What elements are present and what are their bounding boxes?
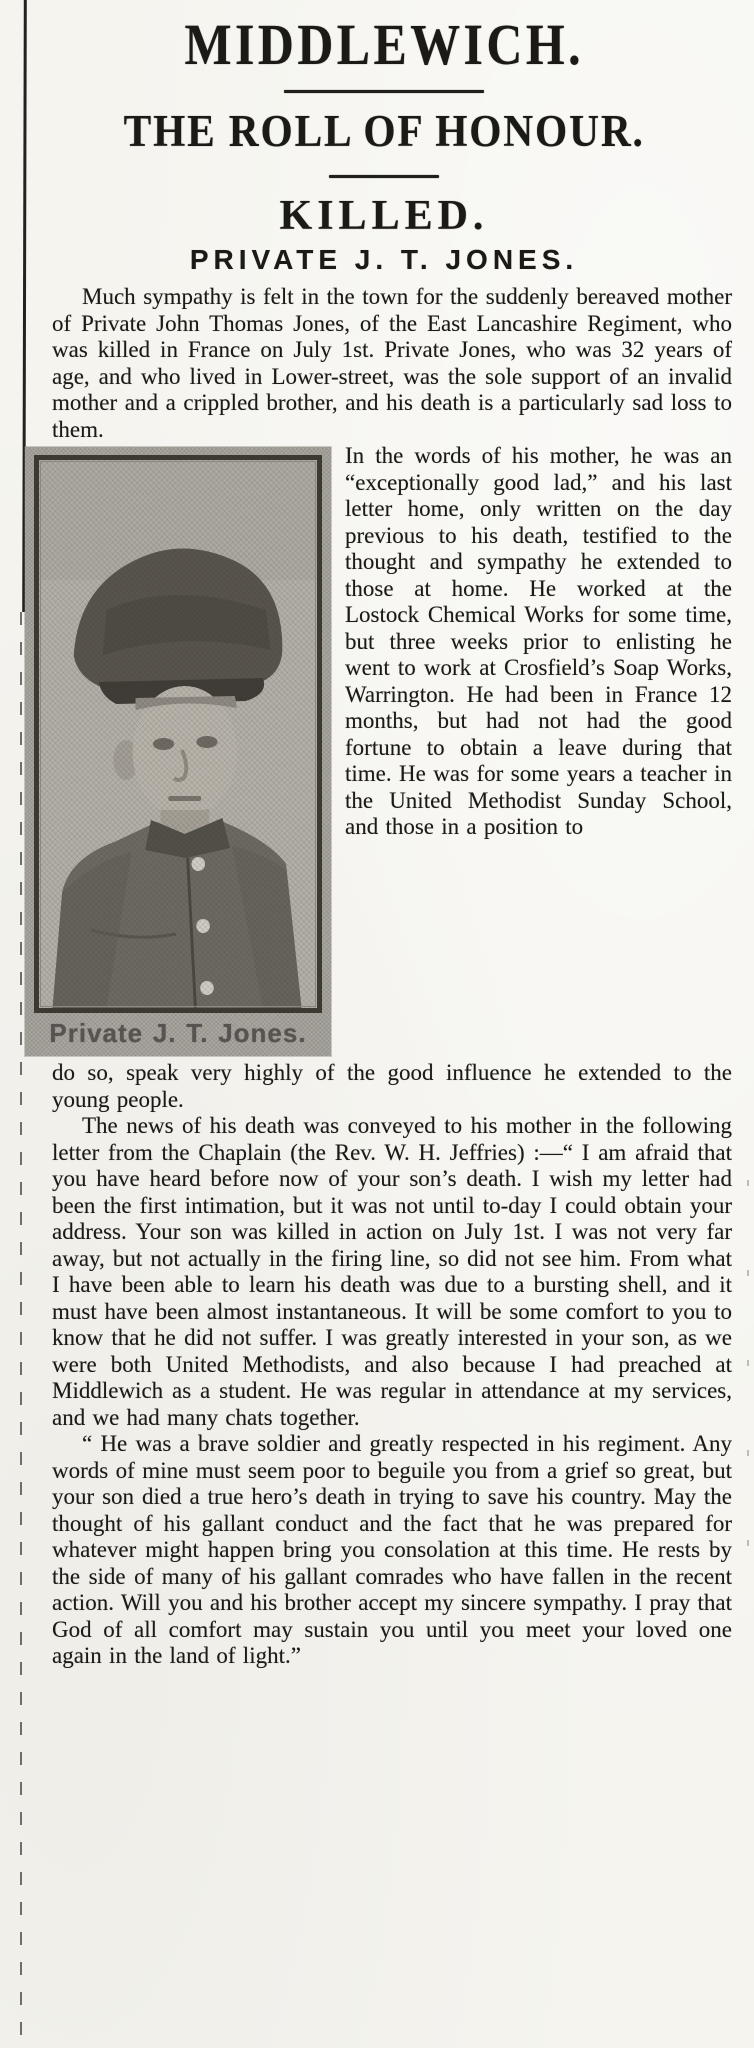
killed-row bbox=[28, 178, 740, 238]
section-title: MIDDLEWICH. bbox=[184, 12, 584, 77]
killed-heading: KILLED. bbox=[279, 193, 489, 239]
name-row bbox=[28, 238, 740, 276]
photo-caption: Private J. T. Jones. bbox=[49, 1018, 307, 1048]
newspaper-clipping bbox=[28, 0, 740, 1670]
article-headline: THE ROLL OF HONOUR. bbox=[123, 106, 645, 156]
paragraph-intro: Much sympathy is felt in the town for the suddenly bereaved mother of Private John Thomas Jones, of the East Lancashire Regiment, who was killed in France on July 1st. Private Jones, who was 32 years of age, and who lived in Lower-street, was the sole support of an invalid mother and a crippled brother, and his death is a particularly sad loss to them. bbox=[52, 284, 732, 442]
paragraph-beside-photo: In the words of his mother, he was an “exceptionally good lad,” and his last letter home, only written on the day previous to his death, testified to the thought and sympathy he extended to those at home. He worked at the Lostock Chemical Works for some time, but three weeks prior to enlisting he went to work at Crosfield’s Soap Works, Warrington. He had been in France 12 months, but had not had the good fortune to obtain a leave during that time. He was for some years a teacher in the United Methodist Sunday School, and those in a position to bbox=[345, 443, 732, 839]
paragraph-letter-close: “ He was a brave soldier and greatly respected in his regiment. Any words of mine must seem poor to beguile you from a grief so great, but your son died a true hero’s death in trying to save his country. May the thought of his gallant conduct and the fact that he was prepared for whatever might happen bring you consolation at this time. He rests by the side of many of his gallant comrades who have fallen in the recent action. Will you and his brother accept my sincere sympathy. I pray that God of all comfort may sustain you until you meet your loved one again in the land of light.” bbox=[52, 1431, 732, 1668]
name-heading: PRIVATE J. T. JONES. bbox=[189, 244, 579, 275]
masthead-row bbox=[28, 0, 740, 84]
soldier-portrait-illustration bbox=[39, 460, 317, 1008]
portrait-photo-frame bbox=[34, 455, 322, 1013]
column-rule-left-dashed bbox=[20, 612, 22, 2048]
article-body bbox=[49, 284, 732, 1670]
headline-row bbox=[28, 93, 740, 156]
paragraph-continuation: do so, speak very highly of the good influence he extended to the young people. bbox=[52, 1060, 732, 1112]
paragraph-chaplain-letter: The news of his death was conveyed to his mother in the following letter from the Chaplain (the Rev. W. H. Jeffries) :—“ I am afraid that you have heard before now of your son’s death. I wish my letter had been the first intimation, but it was not until to-day I could obtain your address. Your son was killed in action on July 1st. I was not very far away, but not actually in the firing line, so did not see him. From what I have been able to learn his death was due to a bursting shell, and it must have been almost instantaneous. It will be some comfort to you to know that he did not suffer. I was greatly interested in your son, as we were both United Methodists, and also because I had preached at Middlewich as a student. He was regular in attendance at my services, and we had many chats together. bbox=[52, 1113, 732, 1430]
column-rule-right bbox=[747, 1180, 749, 1600]
portrait-photo bbox=[25, 447, 331, 1056]
